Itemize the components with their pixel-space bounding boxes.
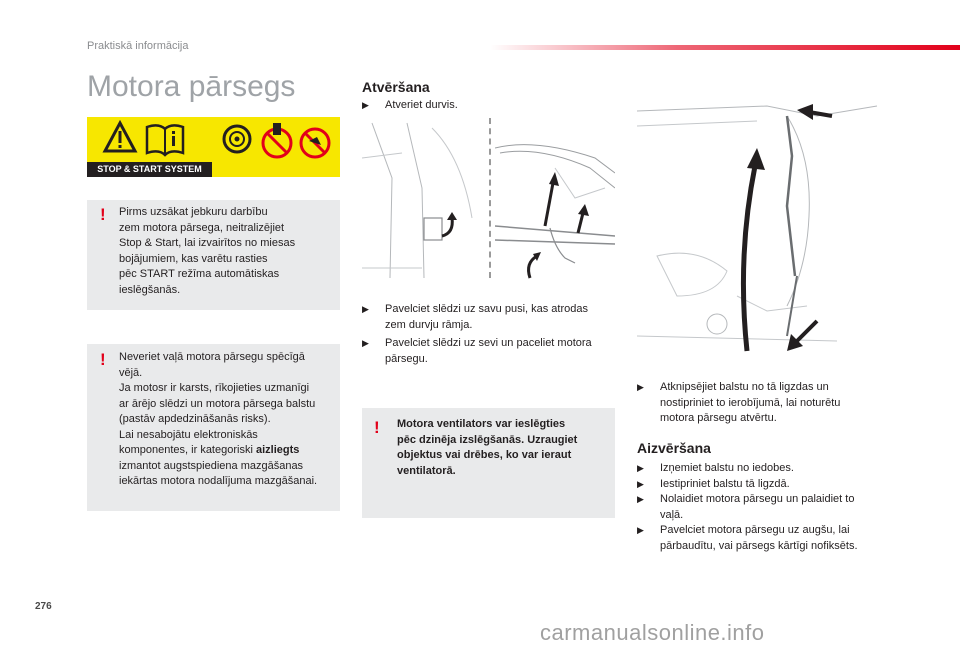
hood-latch-diagram — [495, 118, 615, 283]
bullet-icon: ▶ — [637, 463, 644, 473]
opening-step-2: ▶ Pavelciet slēdzi uz savu pusi, kas atrodas zem durvju rāmja. — [362, 303, 588, 331]
opening-heading: Atvēršana — [362, 79, 430, 95]
warning-mark-icon: ! — [374, 418, 380, 437]
closing-steps-list — [637, 461, 890, 554]
bullet-icon: ▶ — [637, 494, 644, 504]
closing-step: ▶ Izņemiet balstu no iedobes. — [637, 461, 890, 477]
bullet-icon: ▶ — [637, 525, 644, 535]
closing-step: ▶ Nolaidiet motora pārsegu un palaidiet to vaļā. — [637, 493, 855, 521]
watermark: carmanualsonline.info — [540, 620, 765, 645]
closing-heading: Aizvēršana — [637, 440, 711, 456]
closing-step: ▶ Iestipriniet balstu tā ligzdā. — [637, 477, 890, 493]
closing-step: ▶ Pavelciet motora pārsegu uz augšu, lai pārbaudītu, vai pārsegs kārtīgi nofiksēts. — [637, 524, 858, 552]
engine-bay-prop-rod-diagram — [637, 96, 889, 368]
warning-mark-icon: ! — [100, 205, 106, 224]
warning-note-text: Motora ventilators var ieslēgties pēc dzinēja izslēgšanās. Uzraugiet objektus vai drēbes, ko var ieraut ventilatorā. — [397, 418, 578, 477]
bullet-icon: ▶ — [362, 100, 369, 110]
warning-note-text: Neveriet vaļā motora pārsegu spēcīgā vējā. Ja motosr ir karsts, rīkojieties uzmanīgi ar ārējo slēdzi un motora pārsega balstu (pastāv apdedzināšanās risks). Lai nesabojātu elektroniskās komponentes, ir kategoriski aizliegts izmantot augstspiediena mazgāšanas iekārtas motora nodalījuma mazgāšanai. — [119, 351, 318, 487]
stop-start-label: STOP & START SYSTEM — [87, 162, 212, 177]
opening-step-3: ▶ Pavelciet slēdzi uz sevi un paceliet motora pārsegu. — [362, 337, 592, 365]
header-accent-line — [490, 45, 960, 50]
page-number: 276 — [35, 601, 52, 612]
interior-lever-diagram — [362, 118, 484, 278]
section-label: Praktiskā informācija — [87, 40, 189, 52]
bullet-icon: ▶ — [362, 338, 369, 348]
emphasis-word: aizliegts — [255, 444, 300, 456]
page-title: Motora pārsegs — [87, 70, 296, 103]
opening-step-1: ▶ Atveriet durvis. — [362, 98, 612, 114]
bullet-icon: ▶ — [362, 304, 369, 314]
bullet-icon: ▶ — [637, 382, 644, 392]
prop-rod-step: ▶ Atknipsējiet balstu no tā ligzdas un nostipriniet to ierobījumā, lai noturētu motora pārsegu atvērtu. — [637, 381, 841, 424]
bullet-icon: ▶ — [637, 478, 644, 489]
warning-mark-icon: ! — [100, 350, 106, 369]
diagram-divider — [489, 118, 491, 278]
warning-note-text: Pirms uzsākat jebkuru darbību zem motora pārsega, neitralizējiet Stop & Start, lai izvairītos no miesas bojājumiem, kas varētu rasties pēc START režīma automātiskas ieslēgšanās. — [119, 206, 296, 296]
